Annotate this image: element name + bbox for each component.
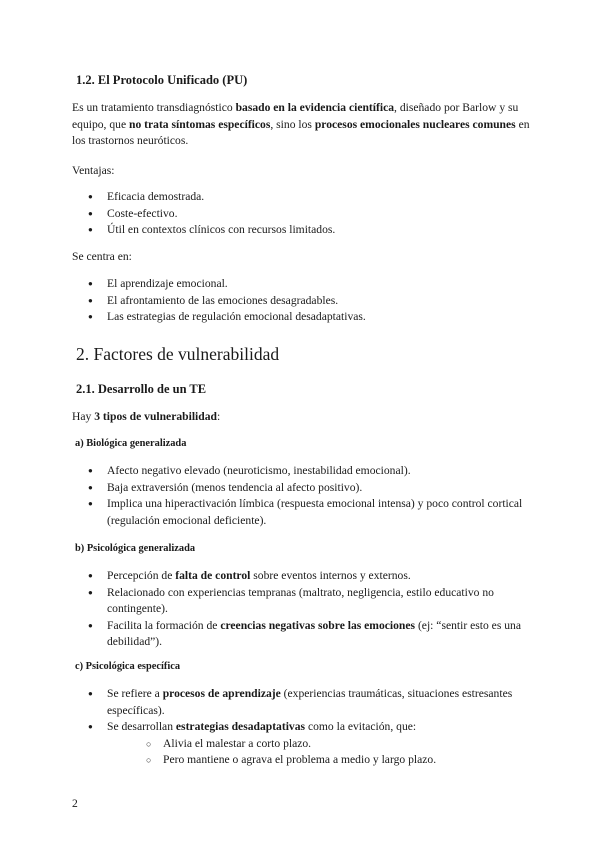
text-run: en los trastornos neuróticos. bbox=[72, 117, 530, 147]
list-item: ● Implica una hiperactivación límbica (respuesta emocional intensa) y poco control cortical (regulación emocional deficiente). bbox=[72, 496, 532, 529]
list-item: ● El aprendizaje emocional. bbox=[72, 276, 532, 293]
psicologica-especifica-list bbox=[72, 686, 532, 769]
text-run: Percepción de bbox=[107, 569, 176, 582]
bold-run: basado en la evidencia científica bbox=[235, 101, 395, 114]
ventajas-list bbox=[72, 189, 532, 239]
biologica-list bbox=[72, 463, 532, 529]
text-run: , diseñado por Barlow y su equipo, que bbox=[72, 101, 519, 131]
list-item: ● Baja extraversión (menos tendencia al afecto positivo). bbox=[72, 480, 532, 497]
text-run: Facilita la formación de bbox=[107, 618, 221, 632]
text-run: (experiencias traumáticas, situaciones estresantes específicas). bbox=[107, 687, 513, 717]
sublist-item: ○ Pero mantiene o agrava el problema a medio y largo plazo. bbox=[142, 752, 532, 769]
bold-run: falta de control bbox=[175, 569, 251, 582]
text-run: Hay bbox=[72, 410, 95, 423]
list-item: ● Coste-efectivo. bbox=[72, 206, 532, 223]
text-run: Es un tratamiento transdiagnóstico bbox=[72, 101, 236, 114]
list-item bbox=[72, 618, 532, 651]
bold-run: procesos emocionales nucleares comunes bbox=[314, 117, 516, 131]
list-item bbox=[72, 719, 532, 769]
list-item: ● El afrontamiento de las emociones desagradables. bbox=[72, 293, 532, 310]
bold-run: 3 tipos de vulnerabilidad bbox=[94, 410, 217, 423]
list-item bbox=[72, 568, 532, 585]
centra-label: Se centra en: bbox=[72, 250, 132, 263]
sublist bbox=[142, 736, 532, 769]
bold-run: estrategias desadaptativas bbox=[175, 720, 306, 733]
text-run: , sino los bbox=[270, 117, 315, 131]
centra-list bbox=[72, 276, 532, 326]
subheading-c: c) Psicológica específica bbox=[75, 661, 181, 672]
list-item: ● Relacionado con experiencias tempranas (maltrato, negligencia, estilo educativo no contingente). bbox=[72, 585, 532, 618]
vulnerability-intro bbox=[72, 409, 532, 426]
list-item bbox=[72, 686, 532, 719]
section-2-heading: 2. Factores de vulnerabilidad bbox=[76, 344, 280, 364]
pu-intro-paragraph bbox=[72, 100, 532, 150]
text-run: (ej: “sentir esto es una debilidad”). bbox=[107, 618, 521, 648]
bold-run: no trata síntomas específicos bbox=[129, 117, 271, 131]
list-item: ● Útil en contextos clínicos con recursos limitados. bbox=[72, 222, 532, 239]
text-run: : bbox=[216, 410, 221, 423]
section-1-2-heading: 1.2. El Protocolo Unificado (PU) bbox=[76, 73, 248, 87]
sublist-item: ○ Alivia el malestar a corto plazo. bbox=[142, 736, 532, 753]
ventajas-label: Ventajas: bbox=[72, 164, 115, 177]
subheading-a: a) Biológica generalizada bbox=[75, 438, 187, 449]
bold-run: procesos de aprendizaje bbox=[162, 687, 281, 700]
bold-run: creencias negativas sobre las emociones bbox=[220, 618, 416, 632]
list-item: ● Eficacia demostrada. bbox=[72, 189, 532, 206]
subheading-b: b) Psicológica generalizada bbox=[75, 543, 196, 554]
section-2-1-heading: 2.1. Desarrollo de un TE bbox=[76, 382, 207, 396]
text-run: Se refiere a bbox=[107, 687, 163, 700]
text-run: como la evitación, que: bbox=[305, 720, 417, 733]
list-item: ● Afecto negativo elevado (neuroticismo, inestabilidad emocional). bbox=[72, 463, 532, 480]
text-run: sobre eventos internos y externos. bbox=[250, 569, 411, 582]
text-run: Se desarrollan bbox=[107, 720, 176, 733]
list-item: ● Las estrategias de regulación emocional desadaptativas. bbox=[72, 309, 532, 326]
page-number: 2 bbox=[72, 797, 78, 810]
psicologica-generalizada-list bbox=[72, 568, 532, 651]
